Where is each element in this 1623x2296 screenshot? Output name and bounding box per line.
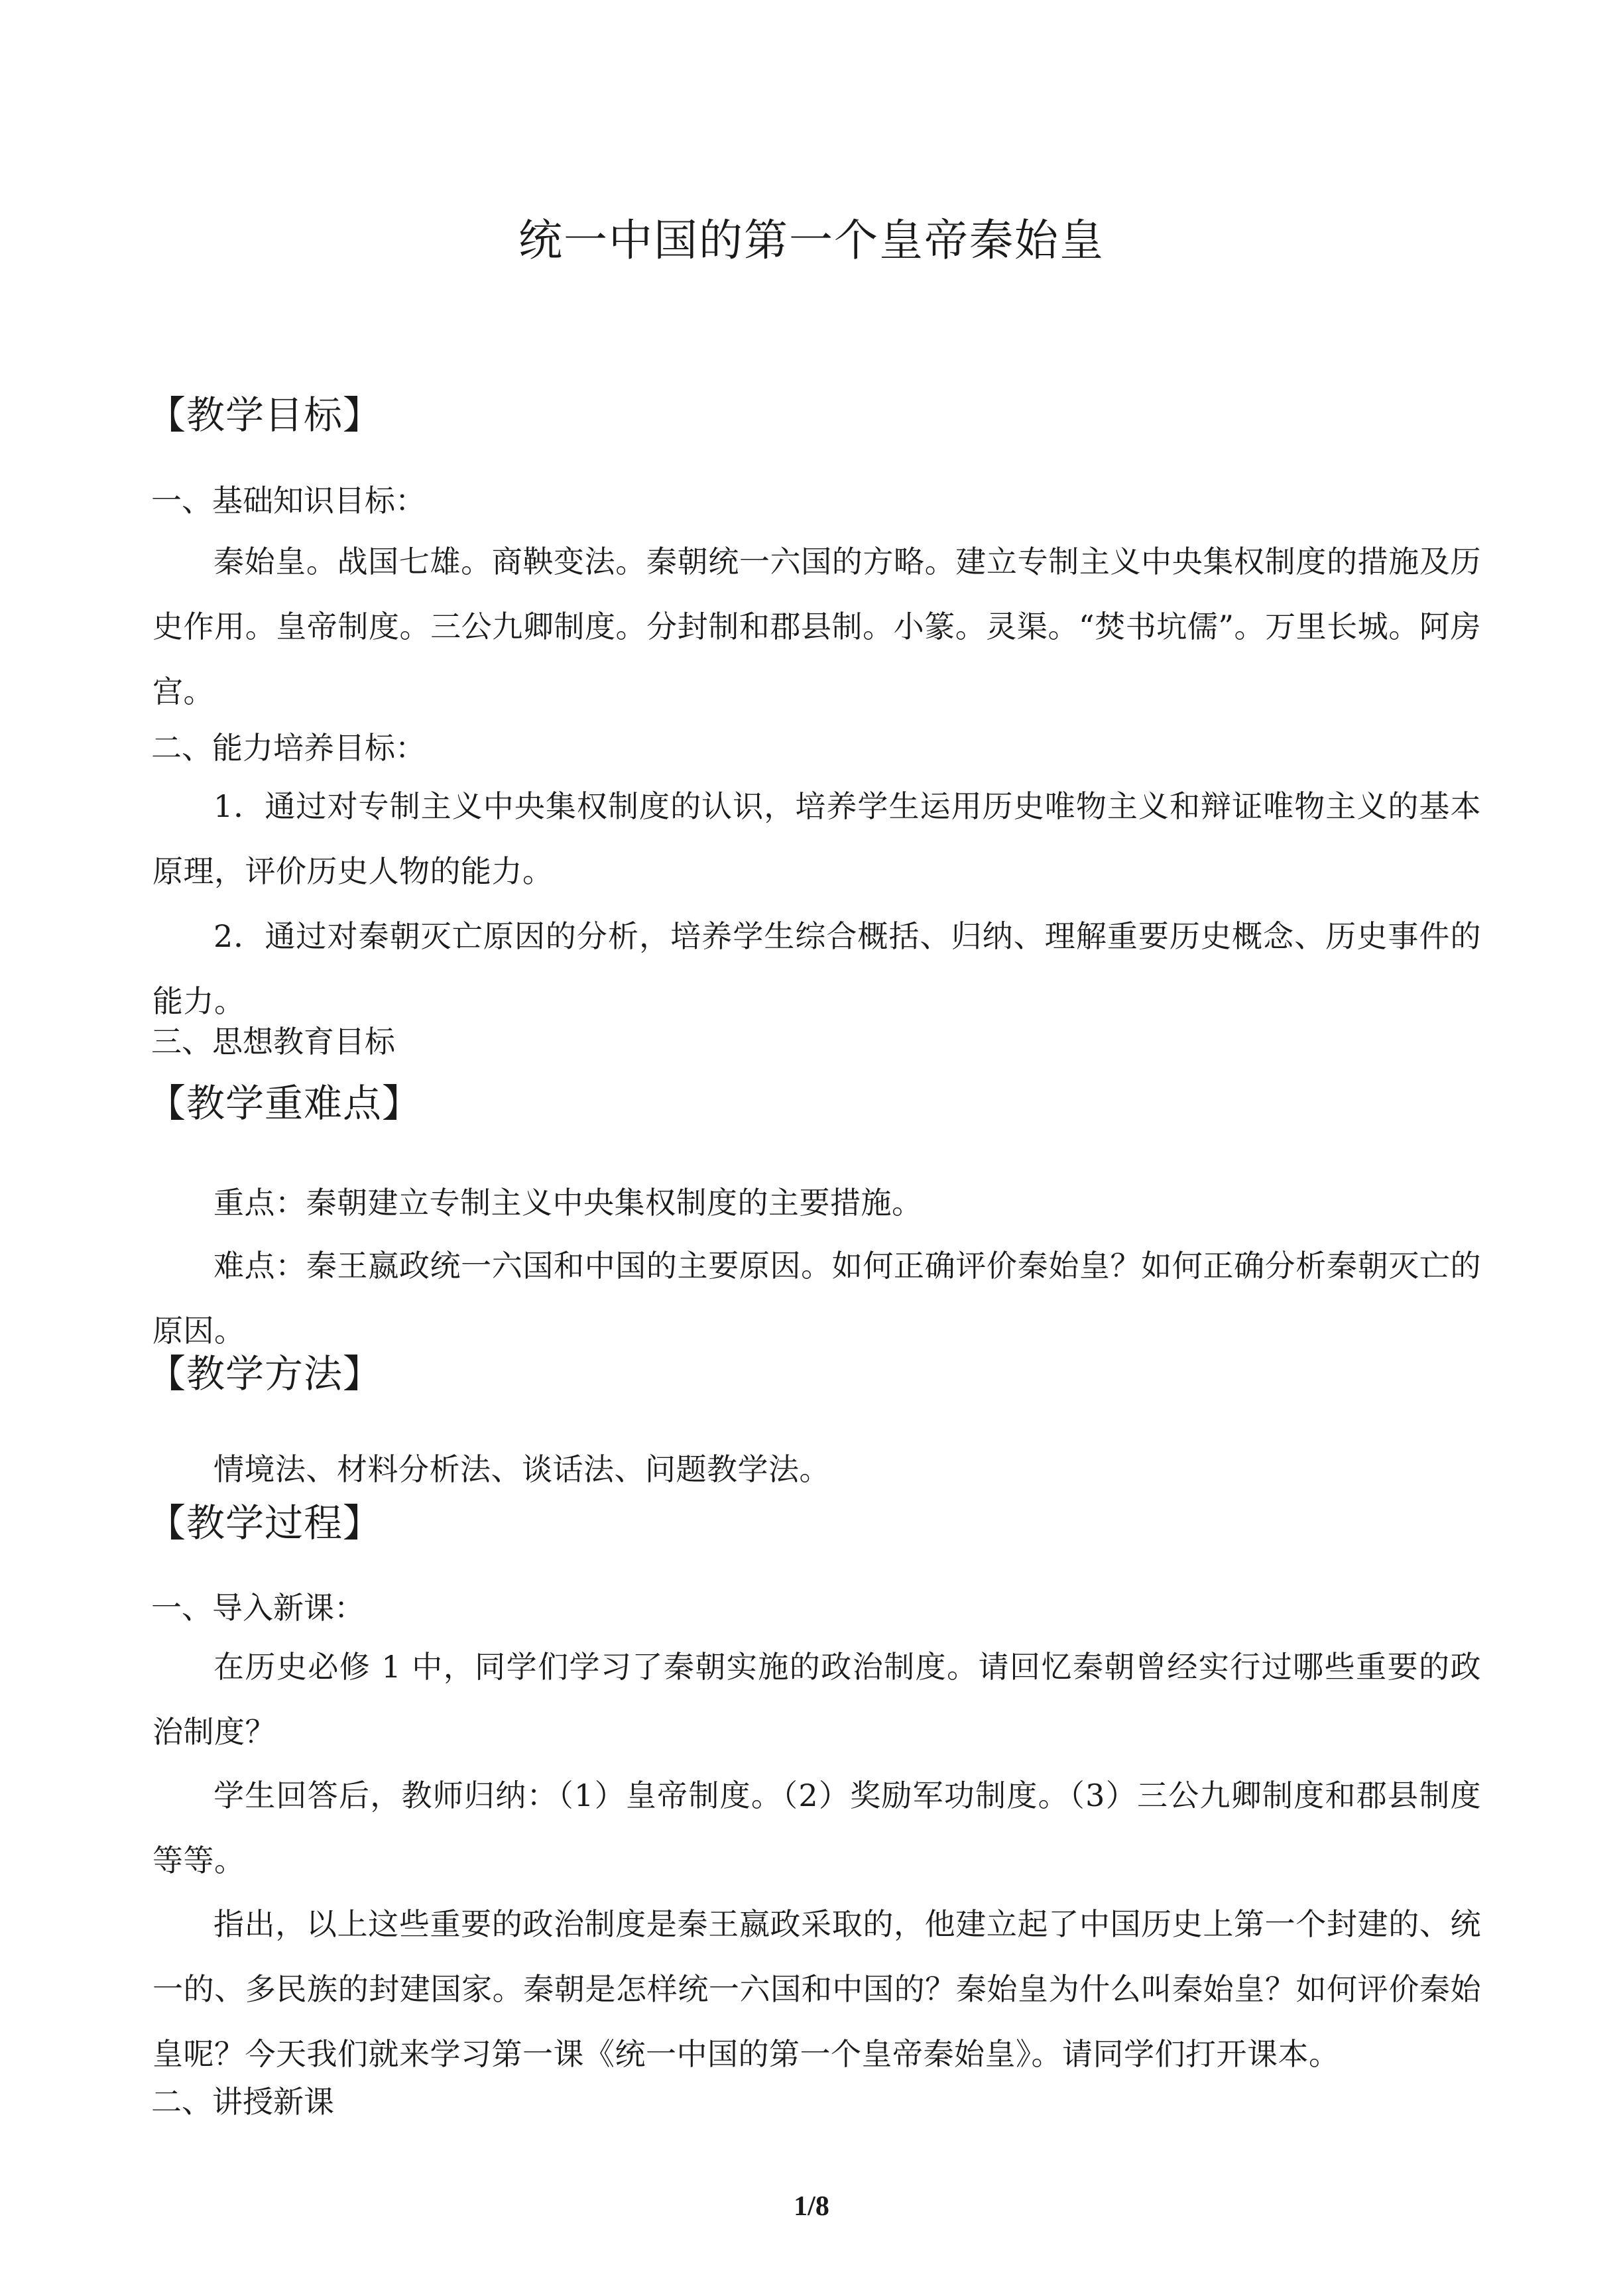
paragraph-intro-2: 学生回答后，教师归纳：（1）皇帝制度。（2）奖励军功制度。（3）三公九卿制度和郡县制度等等。 — [152, 1778, 1481, 1878]
paragraph-methods: 情境法、材料分析法、谈话法、问题教学法。 — [213, 1451, 830, 1487]
subheading-intro: 一、导入新课： — [151, 1590, 365, 1626]
section-heading-key-points: 【教学重难点】 — [147, 1081, 422, 1126]
subheading-lecture: 二、讲授新课 — [151, 2084, 334, 2120]
section-heading-objectives: 【教学目标】 — [147, 393, 383, 438]
subheading-thought-education: 三、思想教育目标 — [151, 1024, 395, 1059]
paragraph-intro-1: 在历史必修 1 中，同学们学习了秦朝实施的政治制度。请回忆秦朝曾经实行过哪些重要的政治制度？ — [152, 1649, 1481, 1750]
page-number: 1/8 — [794, 2191, 829, 2222]
subheading-basic-knowledge: 一、基础知识目标： — [151, 483, 426, 518]
paragraph-key-point: 重点：秦朝建立专制主义中央集权制度的主要措施。 — [213, 1185, 923, 1221]
paragraph-intro-3: 指出，以上这些重要的政治制度是秦王嬴政采取的，他建立起了中国历史上第一个封建的、统一的、多民族的封建国家。秦朝是怎样统一六国和中国的？秦始皇为什么叫秦始皇？如何评价秦始皇呢？今天我们就来学习第一课《统一中国的第一个皇帝秦始皇》。请同学们打开课本。 — [152, 1906, 1481, 2072]
section-heading-process: 【教学过程】 — [147, 1500, 383, 1545]
paragraph-ability-2: 2．通过对秦朝灭亡原因的分析，培养学生综合概括、归纳、理解重要历史概念、历史事件的能力。 — [152, 918, 1481, 1019]
section-heading-methods: 【教学方法】 — [147, 1351, 383, 1396]
paragraph-basic-knowledge: 秦始皇。战国七雄。商鞅变法。秦朝统一六国的方略。建立专制主义中央集权制度的措施及历史作用。皇帝制度。三公九卿制度。分封制和郡县制。小篆。灵渠。“焚书坑儒”。万里长城。阿房宫。 — [152, 544, 1481, 709]
document-title: 统一中国的第一个皇帝秦始皇 — [518, 215, 1105, 266]
paragraph-ability-1: 1．通过对专制主义中央集权制度的认识，培养学生运用历史唯物主义和辩证唯物主义的基本原理，评价历史人物的能力。 — [152, 788, 1481, 889]
paragraph-difficult-point: 难点：秦王嬴政统一六国和中国的主要原因。如何正确评价秦始皇？如何正确分析秦朝灭亡的原因。 — [152, 1248, 1481, 1349]
subheading-ability: 二、能力培养目标： — [151, 730, 426, 766]
